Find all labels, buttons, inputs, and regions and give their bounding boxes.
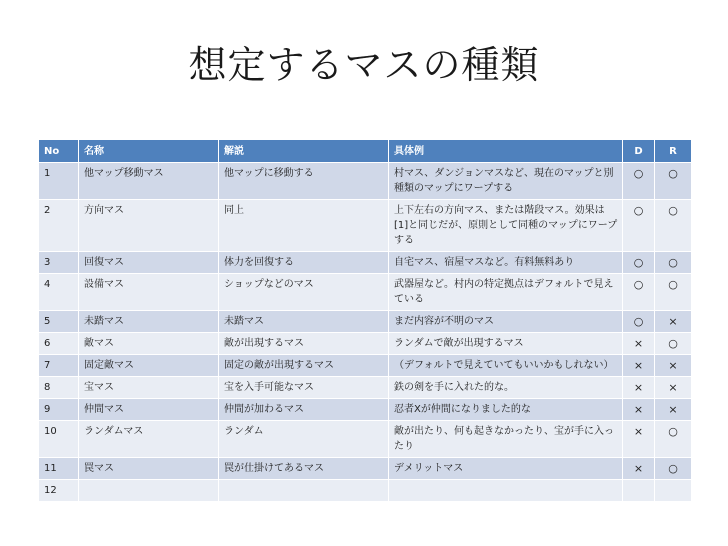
cell-name: 罠マス xyxy=(79,458,219,480)
cell-no: 4 xyxy=(39,274,79,311)
cell-d: ○ xyxy=(623,163,655,200)
cell-description: 仲間が加わるマス xyxy=(219,399,389,421)
cell-example: まだ内容が不明のマス xyxy=(389,311,623,333)
cell-example: 武器屋など。村内の特定拠点はデフォルトで見えている xyxy=(389,274,623,311)
header-r: R xyxy=(655,140,692,163)
header-example: 具体例 xyxy=(389,140,623,163)
cell-r: × xyxy=(655,311,692,333)
cell-example: 自宅マス、宿屋マスなど。有料無料あり xyxy=(389,252,623,274)
cell-d: × xyxy=(623,333,655,355)
cell-description: 体力を回復する xyxy=(219,252,389,274)
cell-name: ランダムマス xyxy=(79,421,219,458)
table-row xyxy=(39,274,692,311)
cell-r xyxy=(655,480,692,502)
cell-description: 罠が仕掛けてあるマス xyxy=(219,458,389,480)
cell-name: 未踏マス xyxy=(79,311,219,333)
cell-name: 敵マス xyxy=(79,333,219,355)
cell-name: 固定敵マス xyxy=(79,355,219,377)
cell-no: 3 xyxy=(39,252,79,274)
cell-d: × xyxy=(623,377,655,399)
cell-name: 仲間マス xyxy=(79,399,219,421)
cell-d: × xyxy=(623,355,655,377)
table-row xyxy=(39,458,692,480)
cell-description xyxy=(219,480,389,502)
page-title: 想定するマスの種類 xyxy=(188,43,540,87)
cell-example: デメリットマス xyxy=(389,458,623,480)
cell-no: 7 xyxy=(39,355,79,377)
table-row xyxy=(39,333,692,355)
header-d: D xyxy=(623,140,655,163)
cell-r: ○ xyxy=(655,458,692,480)
cell-example: 鉄の剣を手に入れた的な。 xyxy=(389,377,623,399)
cell-name: 宝マス xyxy=(79,377,219,399)
cell-example: （デフォルトで見えていてもいいかもしれない） xyxy=(389,355,623,377)
table-row xyxy=(39,421,692,458)
table-row xyxy=(39,480,692,502)
table-header-row xyxy=(39,140,692,163)
cell-description: 敵が出現するマス xyxy=(219,333,389,355)
cell-no: 1 xyxy=(39,163,79,200)
cell-r: ○ xyxy=(655,333,692,355)
cell-example: 忍者Xが仲間になりました的な xyxy=(389,399,623,421)
cell-no: 8 xyxy=(39,377,79,399)
header-no: No xyxy=(39,140,79,163)
table-row xyxy=(39,200,692,252)
cell-no: 10 xyxy=(39,421,79,458)
cell-description: ショップなどのマス xyxy=(219,274,389,311)
table-row xyxy=(39,163,692,200)
table-row xyxy=(39,399,692,421)
cell-r: ○ xyxy=(655,274,692,311)
cell-no: 11 xyxy=(39,458,79,480)
cell-r: ○ xyxy=(655,252,692,274)
cell-name xyxy=(79,480,219,502)
cell-name: 方向マス xyxy=(79,200,219,252)
cell-d: ○ xyxy=(623,252,655,274)
header-description: 解説 xyxy=(219,140,389,163)
cell-d: × xyxy=(623,458,655,480)
cell-no: 9 xyxy=(39,399,79,421)
cell-d: ○ xyxy=(623,200,655,252)
cell-d: × xyxy=(623,421,655,458)
cell-r: × xyxy=(655,377,692,399)
cell-d xyxy=(623,480,655,502)
cell-no: 6 xyxy=(39,333,79,355)
cell-r: ○ xyxy=(655,421,692,458)
cell-example: 上下左右の方向マス、または階段マス。効果は[1]と同じだが、原則として同種のマップにワープする xyxy=(389,200,623,252)
cell-name: 回復マス xyxy=(79,252,219,274)
cell-description: 他マップに移動する xyxy=(219,163,389,200)
cell-name: 設備マス xyxy=(79,274,219,311)
cell-description: 同上 xyxy=(219,200,389,252)
cell-no: 12 xyxy=(39,480,79,502)
cell-no: 2 xyxy=(39,200,79,252)
cell-description: 固定の敵が出現するマス xyxy=(219,355,389,377)
cell-example: 村マス、ダンジョンマスなど、現在のマップと別種類のマップにワープする xyxy=(389,163,623,200)
table-row xyxy=(39,311,692,333)
cell-r: × xyxy=(655,399,692,421)
cell-no: 5 xyxy=(39,311,79,333)
table-row xyxy=(39,355,692,377)
cell-r: ○ xyxy=(655,200,692,252)
cell-d: × xyxy=(623,399,655,421)
cell-r: ○ xyxy=(655,163,692,200)
cell-description: 宝を入手可能なマス xyxy=(219,377,389,399)
cell-name: 他マップ移動マス xyxy=(79,163,219,200)
cell-d: ○ xyxy=(623,274,655,311)
tile-types-table xyxy=(38,139,692,502)
cell-example: 敵が出たり、何も起きなかったり、宝が手に入ったり xyxy=(389,421,623,458)
cell-r: × xyxy=(655,355,692,377)
cell-description: ランダム xyxy=(219,421,389,458)
cell-d: ○ xyxy=(623,311,655,333)
table-row xyxy=(39,377,692,399)
cell-description: 未踏マス xyxy=(219,311,389,333)
cell-example xyxy=(389,480,623,502)
table-row xyxy=(39,252,692,274)
header-name: 名称 xyxy=(79,140,219,163)
cell-example: ランダムで敵が出現するマス xyxy=(389,333,623,355)
